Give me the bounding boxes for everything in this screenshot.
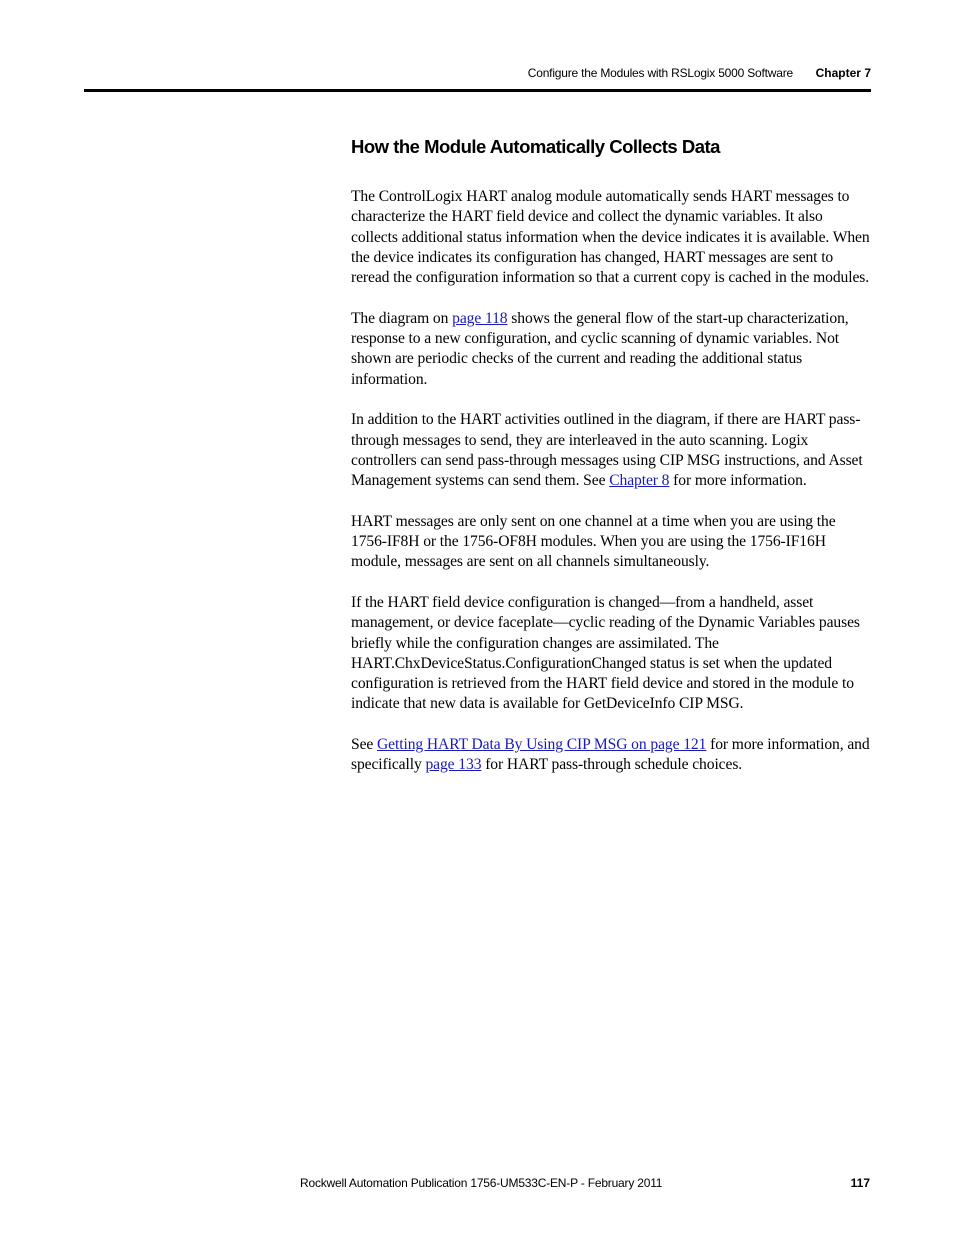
paragraph-text: for more information. [669,472,807,490]
paragraph-text: for HART pass-through schedule choices. [481,756,743,774]
footer-publication: Rockwell Automation Publication 1756-UM533C-EN-P - February 2011 [300,1176,663,1190]
paragraph-text: See [351,736,378,754]
header-title: Configure the Modules with RSLogix 5000 Software [527,66,793,80]
paragraph-text: for more information, and specifically [351,736,870,774]
paragraph-config-change: If the HART field device configuration is changed—from a handheld, asset management, or device faceplate—cyclic reading of the Dynamic Variables pauses briefly while the configuration changes are assimilated. The HART.ChxDeviceStatus.ConfigurationChanged status is set when the updated configuration is retrieved from the HART field device and stored in the module to indicate that new data is available for GetDeviceInfo CIP MSG. [351,593,860,713]
paragraph-see-also [351,735,873,776]
link-page-118[interactable]: page 118 [452,309,508,327]
link-getting-hart-data[interactable]: Getting HART Data By Using CIP MSG on page 121 [377,736,707,754]
paragraph-text: shows the general flow of the start-up characterization, response to a new configuration, and cyclic scanning of dynamic variables. Not shown are periodic checks of the current and reading the additional status information. [351,309,849,388]
paragraph-channels: HART messages are only sent on one channel at a time when you are using the 1756-IF8H or the 1756-OF8H modules. When you are using the 1756-IF16H module, messages are sent on all channels simultaneously. [351,512,836,571]
link-page-133[interactable]: page 133 [425,756,482,774]
header-rule [84,89,871,92]
paragraph-diagram [351,309,873,390]
page-header [84,0,871,93]
link-chapter-8[interactable]: Chapter 8 [609,472,670,490]
paragraph-pass-through [351,410,873,491]
paragraph-text: In addition to the HART activities outlined in the diagram, if there are HART pass-through messages to send, they are interleaved in the auto scanning. Logix controllers can send pass-through messages using CIP MSG instructions, and Asset Management systems can send them. See [351,411,863,490]
paragraph-text: The diagram on [351,309,453,327]
paragraph-intro: The ControlLogix HART analog module automatically sends HART messages to characterize the HART field device and collect the dynamic variables. It also collects additional status information when the device indicates it is available. When the device indicates its configuration has changed, HART messages are sent to reread the configuration information so that a current copy is cached in the modules. [351,188,870,287]
footer-page-number: 117 [850,1176,870,1190]
main-content [351,134,873,796]
section-title: How the Module Automatically Collects Data [351,136,720,157]
header-chapter: Chapter 7 [815,66,871,80]
